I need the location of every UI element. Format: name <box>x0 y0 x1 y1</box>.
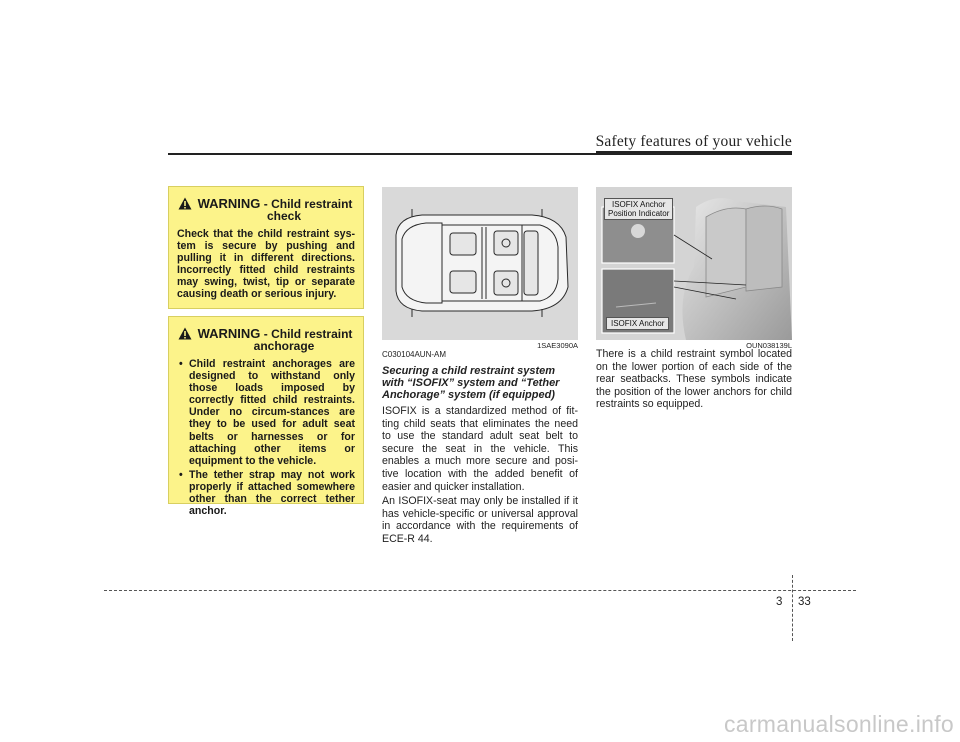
isofix-symbol-note <box>596 348 792 413</box>
car-top-view-illustration <box>382 187 578 340</box>
label-line: ISOFIX Anchor <box>612 200 666 209</box>
isofix-anchor-label: ISOFIX Anchor <box>606 317 669 330</box>
header-rule-accent <box>596 151 792 155</box>
warning-triangle-icon <box>178 327 192 340</box>
warning-word: WARNING <box>197 196 261 211</box>
footer-divider <box>792 575 793 641</box>
warning-bullet: • The tether strap may not work properly if attached somewhere other than the correct tether anchor. <box>177 469 355 517</box>
warning-box-restraint-anchorage <box>168 316 364 518</box>
page-number: 33 <box>798 596 811 608</box>
figure-code: 1SAE3090A <box>537 341 578 350</box>
note-paragraph: There is a child restraint symbol located on the lower portion of each side of the rear seatbacks. These symbols indicate the position of the lower anchors for child restraints so equipped. <box>596 348 792 411</box>
chapter-number: 3 <box>776 596 783 608</box>
warning-triangle-icon <box>178 197 192 210</box>
page-header-title: Safety features of your vehicle <box>595 133 792 150</box>
section-paragraph: An ISOFIX-seat may only be installed if it has vehicle-specific or universal approval in accordance with the requirements of ECE-R 44. <box>382 495 578 545</box>
warning-title-line1: - Child restraint <box>260 197 353 211</box>
rear-seat-isofix-photo <box>596 187 792 340</box>
footer-rule <box>104 590 856 591</box>
site-watermark: carmanualsonline.info <box>723 711 954 737</box>
warning-title-line2: anchorage <box>253 339 315 353</box>
section-code: C030104AUN-AM <box>382 350 447 359</box>
warning-heading <box>169 187 363 222</box>
warning-title-line2: check <box>266 209 302 223</box>
warning-bullet: • Child restraint anchorages are designed to withstand only those loads imposed by correctly fitted child restraints. Under no circum-stances are they to be used for adult seat belts or harnesses or for attaching other items or equipment to the vehicle. <box>177 358 355 467</box>
warning-word: WARNING <box>197 326 261 341</box>
warning-heading <box>169 317 363 352</box>
section-paragraph: ISOFIX is a standardized method of fit-ting child seats that eliminates the need to use the standard adult seat belt to secure the seat in the vehicle. This enables a much more secure and posi-tive location with the added benefit of easier and quicker installation. <box>382 405 578 493</box>
figure-code: OUN038139L <box>746 341 792 350</box>
warning-body: Check that the child restraint sys-tem is secure by pushing and pulling it in different directions. Incorrectly fitted child restraints may swing, twist, tip or separate causing death or serious injury. <box>177 228 355 301</box>
section-title: Securing a child restraint system with “ISOFIX” system and “Tether Anchorage” system (if equipped) <box>382 365 560 401</box>
warning-bullet-list <box>169 358 363 517</box>
warning-box-restraint-check <box>168 186 364 309</box>
warning-title-line1: - Child restraint <box>260 327 353 341</box>
label-line: Position Indicator <box>608 209 670 218</box>
isofix-section <box>382 350 578 548</box>
isofix-indicator-label <box>604 198 673 220</box>
